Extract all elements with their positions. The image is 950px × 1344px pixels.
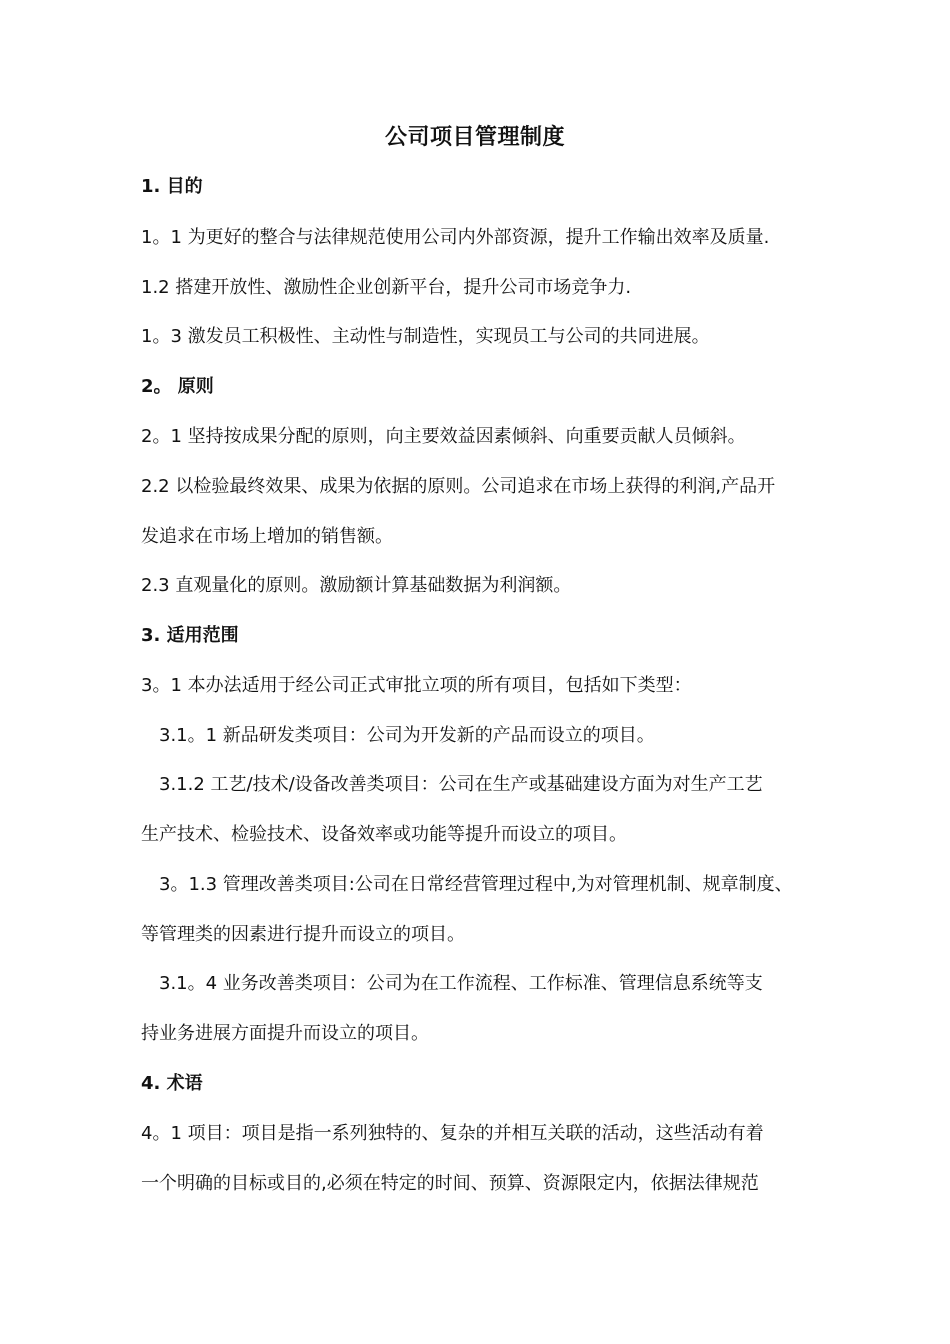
section-heading-scope: 3. 适用范围 [141, 625, 239, 646]
paragraph-line: 3.1。1 新品研发类项目：公司为开发新的产品而设立的项目。 [159, 725, 655, 746]
paragraph-line: 等管理类的因素进行提升而设立的项目。 [141, 924, 465, 945]
paragraph-line: 2.3 直观量化的原则。激励额计算基础数据为利润额。 [141, 575, 572, 596]
paragraph-line: 一个明确的目标或目的,必须在特定的时间、预算、资源限定内，依据法律规范 [141, 1173, 759, 1194]
paragraph-line: 持业务进展方面提升而设立的项目。 [141, 1023, 429, 1044]
paragraph-line: 1。1 为更好的整合与法律规范使用公司内外部资源，提升工作输出效率及质量. [141, 227, 770, 248]
document-title: 公司项目管理制度 [384, 125, 565, 150]
section-heading-purpose: 1. 目的 [141, 176, 203, 197]
paragraph-line: 4。1 项目：项目是指一系列独特的、复杂的并相互关联的活动，这些活动有着 [141, 1123, 764, 1144]
paragraph-line: 3.1.2 工艺/技术/设备改善类项目：公司在生产或基础建设方面为对生产工艺 [159, 774, 763, 795]
paragraph-line: 发追求在市场上增加的销售额。 [141, 526, 393, 547]
section-heading-terms: 4. 术语 [141, 1073, 203, 1094]
paragraph-line: 3。1.3 管理改善类项目:公司在日常经营管理过程中,为对管理机制、规章制度、 [159, 874, 793, 895]
paragraph-line: 3.1。4 业务改善类项目：公司为在工作流程、工作标准、管理信息系统等支 [159, 973, 763, 994]
paragraph-line: 2.2 以检验最终效果、成果为依据的原则。公司追求在市场上获得的利润,产品开 [141, 476, 776, 497]
paragraph-line: 生产技术、检验技术、设备效率或功能等提升而设立的项目。 [141, 824, 627, 845]
paragraph-line: 1。3 激发员工积极性、主动性与制造性，实现员工与公司的共同进展。 [141, 326, 710, 347]
paragraph-line: 3。1 本办法适用于经公司正式审批立项的所有项目，包括如下类型： [141, 675, 692, 696]
section-heading-principles: 2。 原则 [141, 376, 214, 397]
paragraph-line: 1.2 搭建开放性、激励性企业创新平台，提升公司市场竞争力. [141, 277, 632, 298]
paragraph-line: 2。1 坚持按成果分配的原则，向主要效益因素倾斜、向重要贡献人员倾斜。 [141, 426, 746, 447]
